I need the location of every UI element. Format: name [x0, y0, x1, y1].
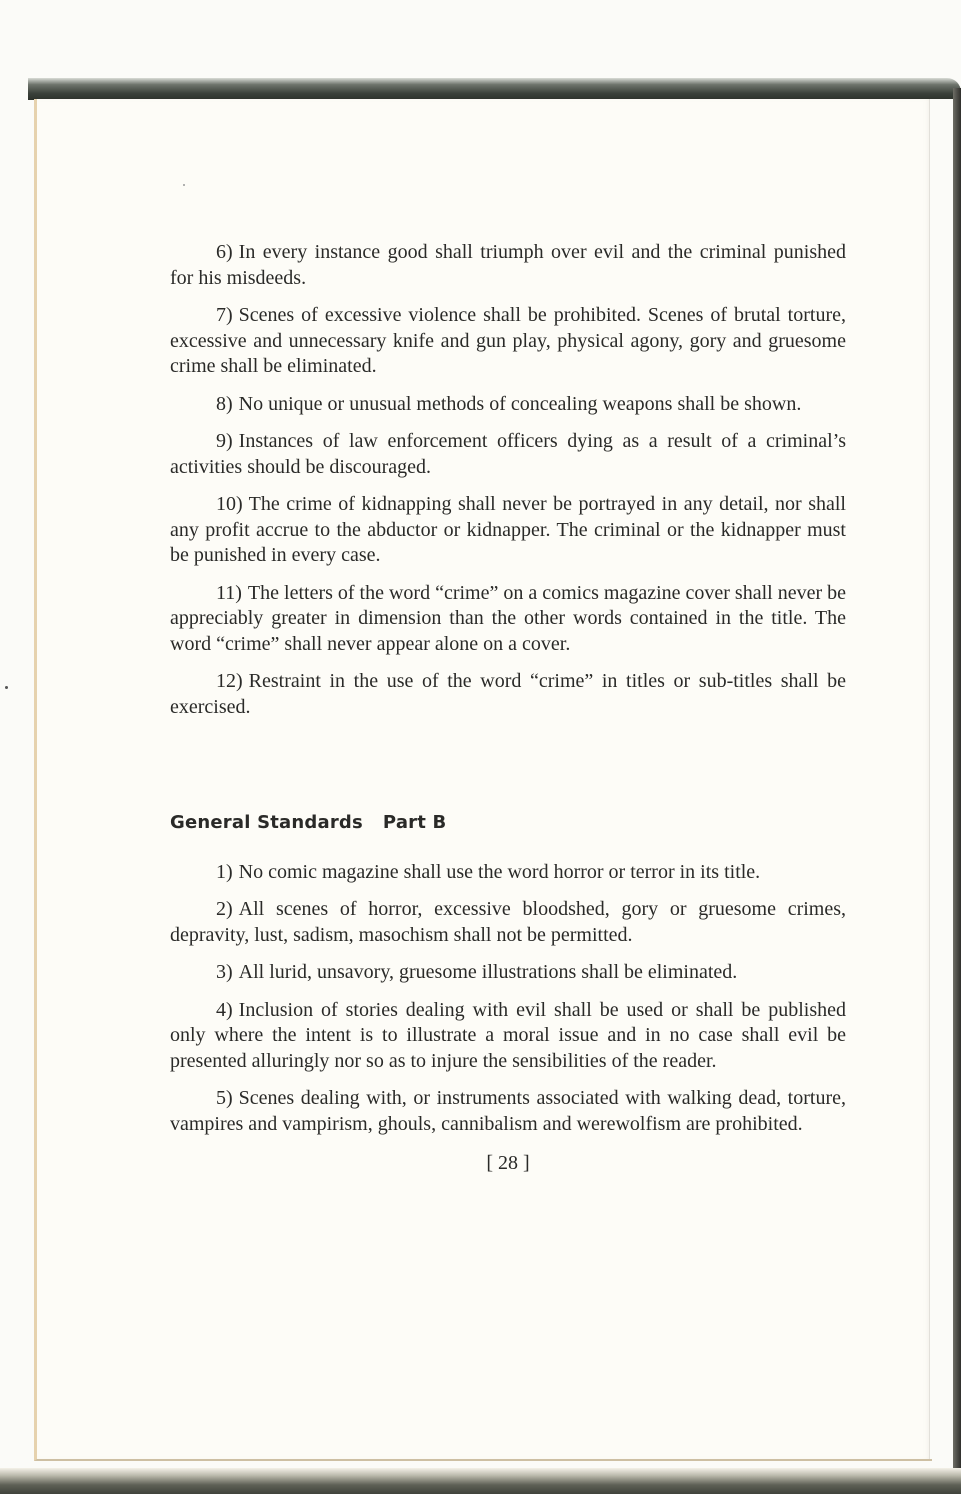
- item-number: 12): [216, 670, 243, 692]
- item-number: 2): [216, 898, 233, 920]
- item-number: 8): [216, 392, 233, 415]
- list-item: [170, 860, 846, 886]
- part-a-list: [170, 240, 846, 720]
- item-text: No comic magazine shall use the word horror or terror in its title.: [238, 860, 761, 883]
- list-item: [170, 303, 846, 380]
- scan-top-edge-shadow: [28, 78, 961, 100]
- list-item: [170, 669, 846, 720]
- item-text: In every instance good shall triumph over evil and the criminal punished for his misdeeds.: [170, 241, 846, 289]
- list-item: [170, 392, 846, 418]
- section-heading: [170, 810, 846, 836]
- item-number: 3): [216, 961, 233, 983]
- scan-speck: [5, 686, 8, 689]
- item-number: 5): [216, 1087, 233, 1109]
- item-text: No unique or unusual methods of concealing weapons shall be shown.: [238, 392, 802, 415]
- item-text: Restraint in the use of the word “crime” in titles or sub-titles shall be exercised.: [170, 670, 846, 718]
- item-text: Scenes of excessive violence shall be prohibited. Scenes of brutal torture, excessive and unnecessary knife and gun play, physical agony, gory and gruesome crime shall be eliminated.: [170, 304, 846, 377]
- item-text: Scenes dealing with, or instruments associated with walking dead, torture, vampires and vampirism, ghouls, cannibalism and werewolfism are prohibited.: [170, 1087, 846, 1135]
- item-number: 11): [216, 581, 242, 604]
- item-text: All scenes of horror, excessive bloodshed, gory or gruesome crimes, depravity, lust, sadism, masochism shall not be permitted.: [170, 898, 846, 946]
- section-part-label: Part B: [382, 812, 447, 833]
- page-content: [170, 240, 846, 1177]
- item-text: The letters of the word “crime” on a comics magazine cover shall never be appreciably greater in dimension than the other words contained in the title. The word “crime” shall never appear alone on a cover.: [170, 581, 846, 655]
- item-text: Inclusion of stories dealing with evil shall be used or shall be published only where the intent is to illustrate a moral issue and in no case shall evil be presented alluringly nor so as to injure the sensibilities of the reader.: [170, 998, 846, 1072]
- list-item: [170, 1086, 846, 1137]
- part-b-list: [170, 860, 846, 1138]
- item-number: 1): [216, 860, 233, 883]
- item-text: Instances of law enforcement officers dying as a result of a criminal’s activities should be discouraged.: [170, 430, 846, 478]
- page-number: [ 28 ]: [486, 1152, 530, 1174]
- section-spacer: [170, 732, 846, 810]
- item-number: 9): [216, 430, 233, 452]
- page-gutter-strip: [929, 99, 954, 1459]
- scan-bottom-edge-shadow: [0, 1468, 961, 1494]
- item-number: 4): [216, 998, 233, 1021]
- item-number: 6): [216, 241, 233, 263]
- item-number: 10): [216, 493, 243, 515]
- list-item: [170, 960, 846, 986]
- scan-right-edge-shadow: [953, 88, 961, 1494]
- list-item: [170, 429, 846, 480]
- list-item: [170, 492, 846, 569]
- item-text: All lurid, unsavory, gruesome illustrations shall be eliminated.: [238, 961, 738, 983]
- list-item: [170, 240, 846, 291]
- scan-speck: [183, 184, 185, 186]
- list-item: [170, 581, 846, 658]
- section-title: General Standards: [170, 812, 363, 833]
- item-number: 7): [216, 304, 233, 326]
- list-item: [170, 897, 846, 948]
- item-text: The crime of kidnapping shall never be portrayed in any detail, nor shall any profit accrue to the abductor or kidnapper. The criminal or the kidnapper must be punished in every case.: [170, 493, 846, 566]
- list-item: [170, 998, 846, 1075]
